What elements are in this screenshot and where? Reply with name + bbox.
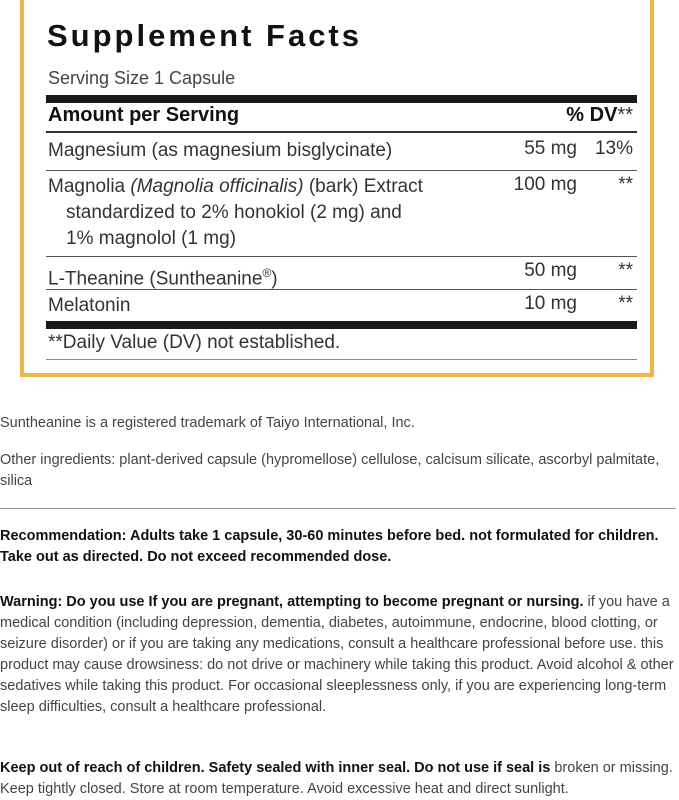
amount-melatonin: 10 mg: [524, 293, 577, 314]
thick-divider: [46, 95, 637, 103]
dv-footnote: **Daily Value (DV) not established.: [48, 332, 341, 353]
warning: Warning: Do you use If you are pregnant, attempting to become pregnant or nursing. if you have a medical condition (including depression, dementia, diabetes, autoimmune, endocrine, blood clotting, or seizure disorder) or if you are taking any medications, consult a healthcare professional before use. this product may cause drowsiness: do not drive or machinery while taking this product. Avoid alcohol & other sedatives while taking this product. For occasional sleeplessness only, if you are experiencing long-term sleep difficulties, consult a healthcare professional.: [0, 594, 674, 715]
serving-size: Serving Size 1 Capsule: [48, 68, 236, 88]
row-divider: [46, 289, 637, 290]
dv-magnesium: 13%: [594, 138, 633, 159]
other-ingredients: Other ingredients: plant-derived capsule (hypromellose) cellulose, calcisum silicate, ascorbyl palmitate, silica: [0, 452, 660, 489]
header-divider: [46, 131, 637, 133]
dv-l-theanine: **: [618, 260, 633, 281]
recommendation: Recommendation: Adults take 1 capsule, 30-60 minutes before bed. not formulated for children. Take out as directed. Do not exceed recommended dose.: [0, 528, 659, 565]
nutrient-name-l-theanine: L-Theanine (Suntheanine®): [48, 266, 278, 290]
dv-magnolia: **: [618, 174, 633, 195]
nutrient-name-magnolia: Magnolia (Magnolia officinalis) (bark) Extract standardized to 2% honokiol (2 mg) and 1% magnolol (1 mg): [48, 176, 423, 249]
amount-magnolia: 100 mg: [513, 174, 577, 195]
storage-instructions: Keep out of reach of children. Safety sealed with inner seal. Do not use if seal is broken or missing. Keep tightly closed. Store at room temperature. Avoid excessive heat and direct sunlight.: [0, 760, 673, 797]
amount-l-theanine: 50 mg: [524, 260, 577, 281]
row-divider: [46, 170, 637, 171]
trademark-note: Suntheanine is a registered trademark of Taiyo International, Inc.: [0, 415, 415, 431]
nutrient-name-magnesium: Magnesium (as magnesium bisglycinate): [48, 140, 393, 161]
amount-per-serving-header: Amount per Serving: [48, 104, 240, 126]
facts-title: Supplement Facts: [47, 18, 362, 53]
section-divider: [0, 508, 676, 509]
footnote-divider: [46, 359, 637, 360]
dv-header: % DV**: [566, 104, 633, 126]
dv-melatonin: **: [618, 293, 633, 314]
nutrient-name-melatonin: Melatonin: [48, 295, 131, 316]
amount-magnesium: 55 mg: [524, 138, 577, 159]
thick-divider: [46, 321, 637, 329]
row-divider: [46, 256, 637, 257]
